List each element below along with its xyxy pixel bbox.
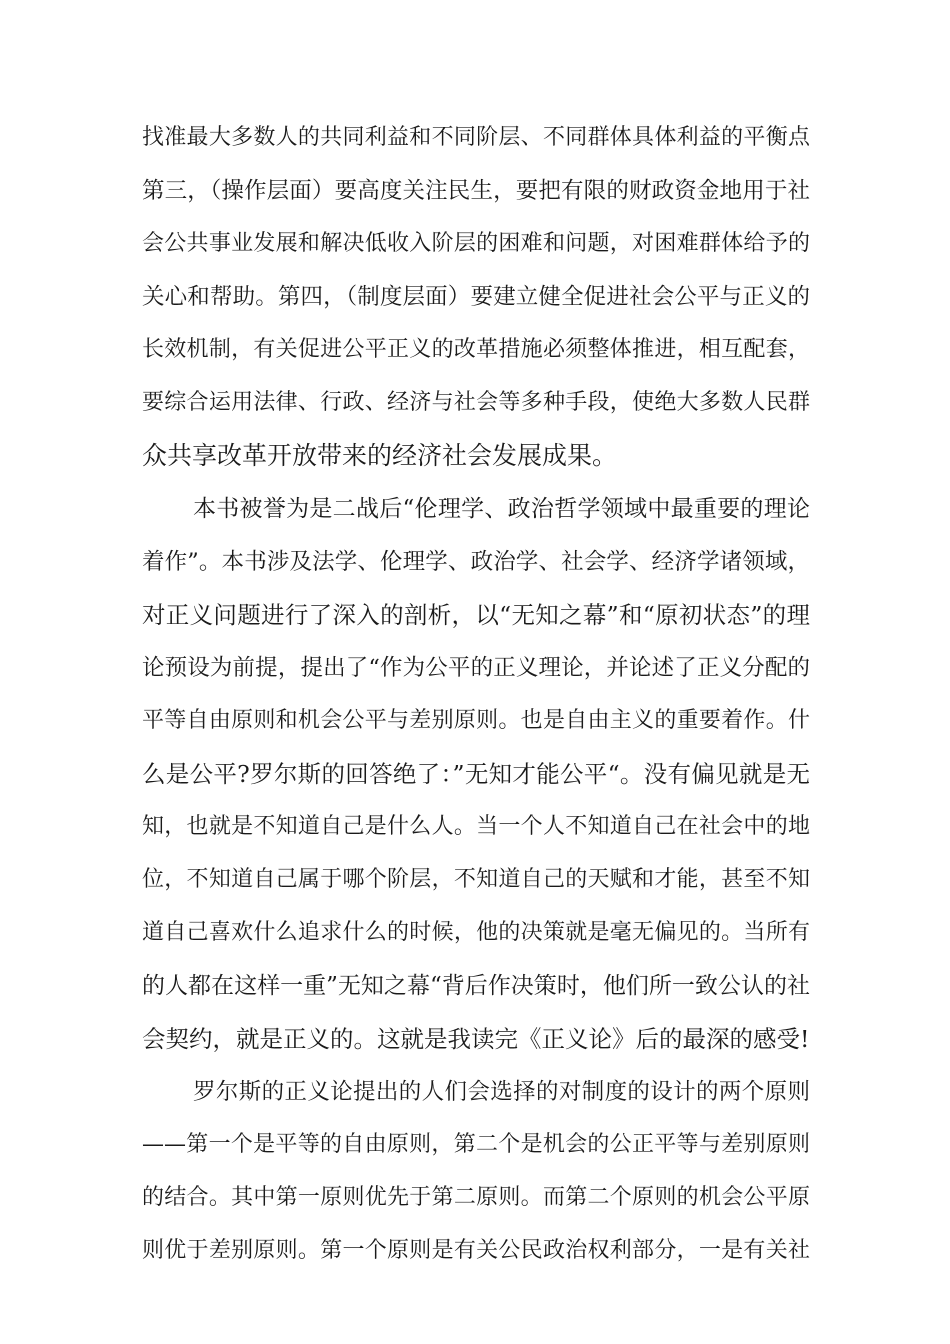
- text-line: ——第一个是平等的自由原则，第二个是机会的公正平等与差别原则: [142, 1132, 810, 1157]
- text-line: 罗尔斯的正义论提出的人们会选择的对制度的设计的两个原则: [193, 1079, 810, 1105]
- text-line: 长效机制，有关促进公平正义的改革措施必须整体推进，相互配套，: [142, 337, 810, 362]
- text-line: 第三，（操作层面）要高度关注民生，要把有限的财政资金地用于社: [142, 178, 810, 204]
- text-line: 找准最大多数人的共同利益和不同阶层、不同群体具体利益的平衡点: [142, 125, 810, 150]
- text-line: 论预设为前提，提出了“作为公平的正义理论，并论述了正义分配的: [142, 655, 810, 681]
- text-line: 着作”。本书涉及法学、伦理学、政治学、社会学、经济学诸领域，: [142, 549, 810, 575]
- text-line: 知，也就是不知道自己是什么人。当一个人不知道自己在社会中的地: [142, 814, 810, 839]
- text-line: 则优于差别原则。第一个原则是有关公民政治权利部分，一是有关社: [142, 1238, 810, 1263]
- text-line: 本书被誉为是二战后“伦理学、政治哲学领域中最重要的理论: [193, 496, 810, 522]
- paragraph-2: [142, 489, 810, 1072]
- text-line: 众共享改革开放带来的经济社会发展成果。: [142, 441, 618, 470]
- text-line: 么是公平?罗尔斯的回答绝了：”无知才能公平“。没有偏见就是无: [142, 760, 810, 788]
- document-body: [142, 118, 810, 1284]
- text-line: 道自己喜欢什么追求什么的时候，他的决策就是毫无偏见的。当所有: [142, 920, 810, 945]
- paragraph-3: [142, 1072, 810, 1284]
- text-line: 平等自由原则和机会公平与差别原则。也是自由主义的重要着作。什: [142, 708, 810, 733]
- text-line: 会契约，就是正义的。这就是我读完《正义论》后的最深的感受!: [142, 1025, 810, 1053]
- text-line: 的结合。其中第一原则优先于第二原则。而第二个原则的机会公平原: [142, 1185, 810, 1210]
- text-line: 会公共事业发展和解决低收入阶层的困难和问题，对困难群体给予的: [142, 231, 810, 256]
- text-line: 位，不知道自己属于哪个阶层，不知道自己的天赋和才能，甚至不知: [142, 867, 810, 892]
- text-line: 要综合运用法律、行政、经济与社会等多种手段，使绝大多数人民群: [142, 390, 810, 415]
- text-line: 关心和帮助。第四，（制度层面）要建立健全促进社会公平与正义的: [142, 284, 810, 310]
- paragraph-1: [142, 118, 810, 489]
- text-line: 对正义问题进行了深入的剖析，以“无知之幕”和“原初状态”的理: [142, 601, 810, 629]
- text-line: 的人都在这样一重”无知之幕“背后作决策时，他们所一致公认的社: [142, 973, 810, 999]
